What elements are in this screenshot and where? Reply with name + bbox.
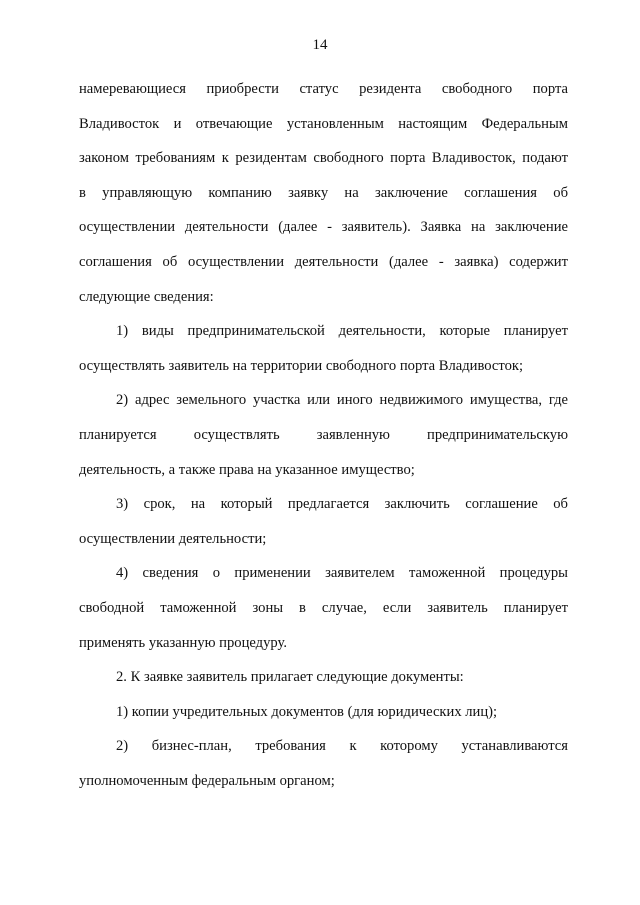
text-line: осуществлении деятельности (далее - заявитель). Заявка на заключение — [79, 219, 568, 236]
text-line: применять указанную процедуру. — [79, 634, 287, 651]
text-line: 3) срок, на который предлагается заключить соглашение об — [116, 496, 568, 513]
text-line: осуществлении деятельности; — [79, 530, 267, 547]
text-line: 1) виды предпринимательской деятельности, которые планирует — [116, 323, 568, 340]
text-line: 2) бизнес-план, требования к которому устанавливаются — [116, 738, 568, 755]
text-line: законом требованиям к резидентам свободного порта Владивосток, подают — [79, 150, 568, 167]
text-line: следующие сведения: — [79, 288, 214, 305]
text-line: осуществлять заявитель на территории свободного порта Владивосток; — [79, 357, 524, 374]
text-line: 2) адрес земельного участка или иного недвижимого имущества, где — [116, 392, 568, 409]
text-line: планируется осуществлять заявленную предпринимательскую — [79, 426, 568, 443]
page-number: 14 — [312, 37, 328, 53]
text-line: Владивосток и отвечающие установленным настоящим Федеральным — [79, 115, 568, 132]
text-line: намеревающиеся приобрести статус резидента свободного порта — [79, 81, 568, 97]
text-line: деятельность, а также права на указанное имущество; — [79, 461, 415, 478]
text-line: 1) копии учредительных документов (для юридических лиц); — [116, 703, 498, 720]
text-line: уполномоченным федеральным органом; — [79, 772, 335, 789]
text-line: 4) сведения о применении заявителем таможенной процедуры — [116, 565, 568, 582]
text-line: соглашения об осуществлении деятельности (далее - заявка) содержит — [79, 253, 568, 270]
text-line: в управляющую компанию заявку на заключение соглашения об — [79, 184, 568, 201]
text-line: 2. К заявке заявитель прилагает следующие документы: — [116, 669, 464, 686]
text-line: свободной таможенной зоны в случае, если заявитель планирует — [79, 599, 568, 616]
document-body — [79, 72, 568, 798]
